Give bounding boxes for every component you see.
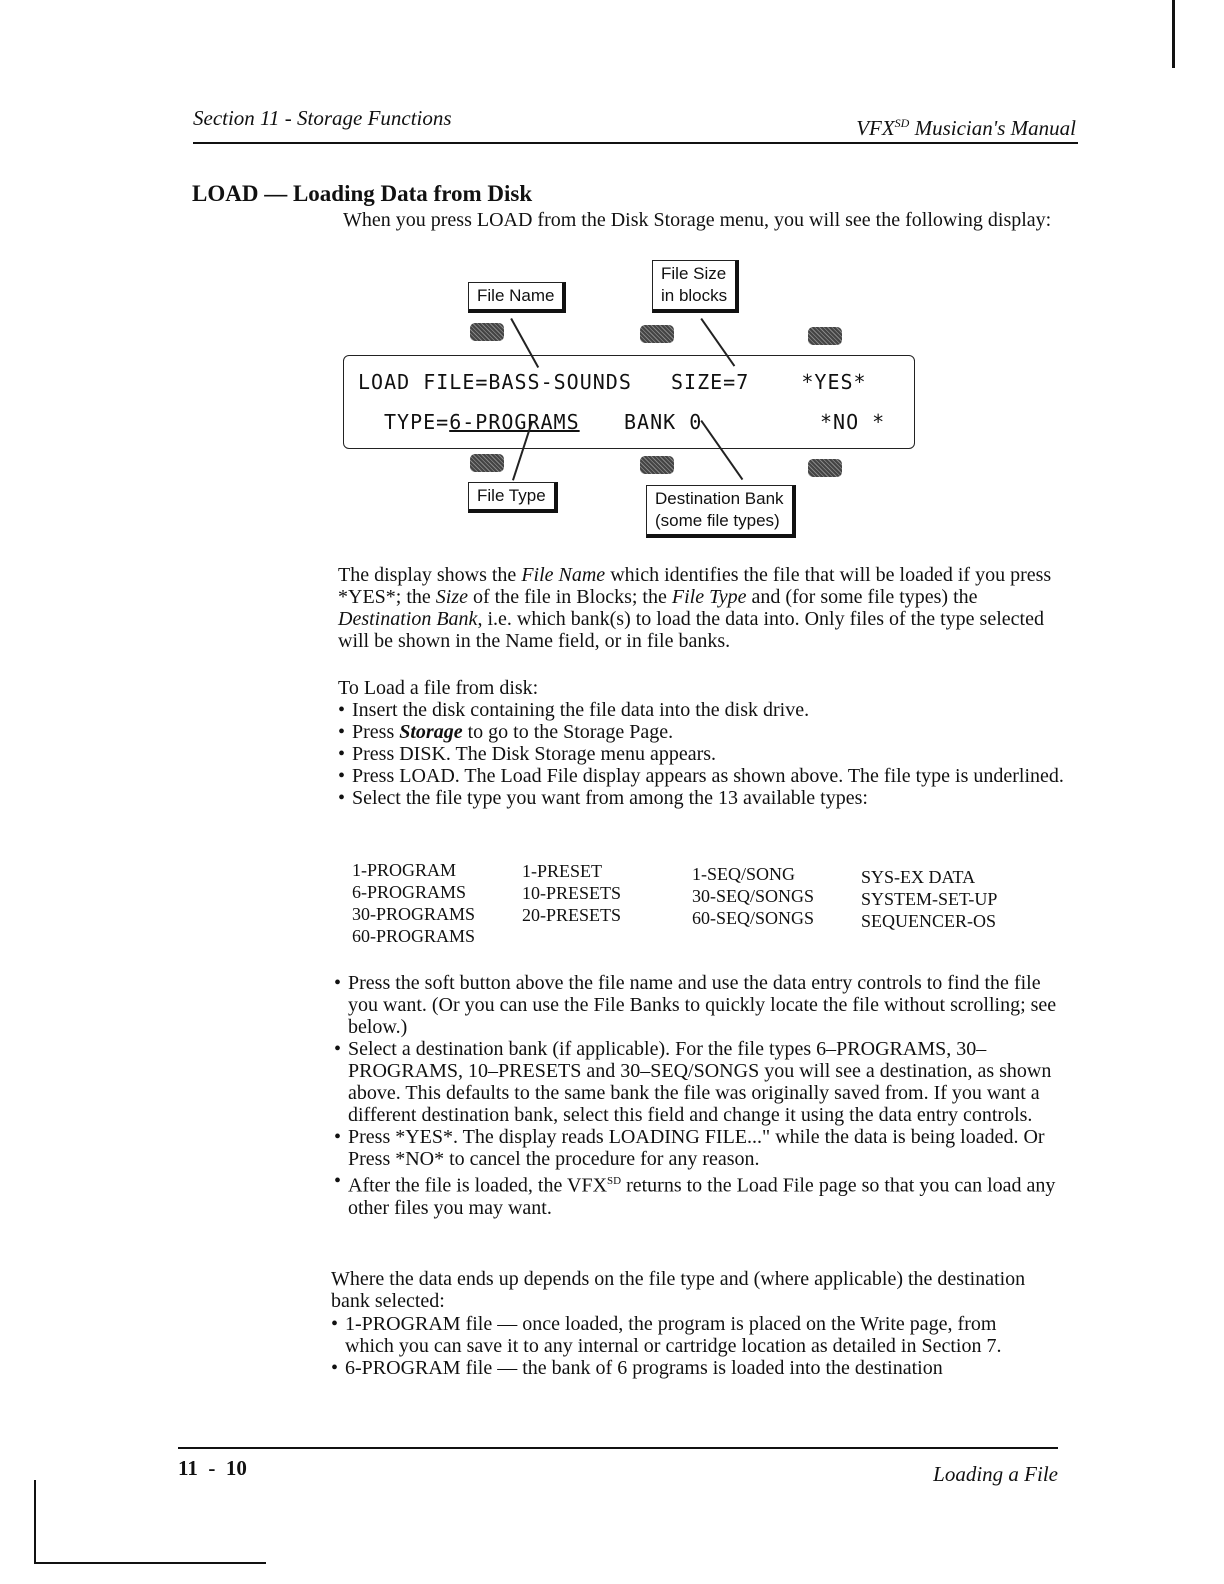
step-after-pre: After the file is loaded, the VFX [348,1174,608,1197]
step-storage-key: Storage [399,721,463,743]
p2-term-destination: Destination Bank [338,608,478,630]
list-item [338,721,1068,743]
list-item [331,1313,1041,1357]
list-item [338,699,1068,721]
header-product-sup: SD [894,116,910,130]
running-header-right [856,116,1076,141]
lcd-bank: BANK 0 [624,410,703,434]
p2-term-size: Size [435,586,468,608]
list-item [334,1038,1064,1126]
step-insert-disk: Insert the disk containing the file data into the disk drive. [352,699,810,721]
running-header-left: Section 11 - Storage Functions [193,106,452,130]
file-type-item: 1-PROGRAM [352,860,457,880]
file-type-item: 20-PRESETS [522,905,622,925]
callout-file-size-line2: in blocks [661,286,728,305]
p2-text-2: which identifies the file that will be loaded if you press *YES*; the [338,564,1052,608]
soft-button-top-right[interactable] [808,327,842,345]
soft-button-bottom-left[interactable] [470,454,504,472]
callout-destination-bank [646,485,796,538]
list-item [338,765,1068,787]
file-types-col-4 [861,866,997,932]
lcd-type-label: TYPE= [384,410,450,434]
callout-file-type [468,482,558,513]
step-find-file: Press the soft button above the file name and use the data entry controls to find the file you want. (Or you can use the File Banks to quickly locate the file without scrolling; see below.) [348,972,1057,1038]
lcd-no: *NO * [820,410,886,434]
file-types-col-2 [522,860,621,926]
list-item [334,972,1064,1038]
steps-section [338,677,1068,809]
steps-list [338,699,1068,809]
callout-file-size [652,260,739,313]
steps-list-3 [331,1313,1041,1379]
scan-edge-left [34,1480,36,1564]
file-type-item: 1-SEQ/SONG [692,864,796,884]
p2-term-file-name: File Name [521,564,606,586]
item-6-program: 6-PROGRAM file — the bank of 6 programs is loaded into the destination [345,1357,943,1379]
list-item [338,787,1068,809]
steps-intro: To Load a file from disk: [338,677,539,699]
header-product: VFX [856,116,895,140]
file-types-col-3 [692,863,814,929]
file-type-item: SYS-EX DATA [861,867,976,887]
list-item [331,1357,1041,1379]
step-select-type: Select the file type you want from among the 13 available types: [352,787,868,809]
file-type-item: 60-SEQ/SONGS [692,908,815,928]
steps-list-2 [334,972,1064,1219]
destination-paragraph: Where the data ends up depends on the file type and (where applicable) the destination bank selected: [331,1268,1026,1312]
list-item [334,1126,1064,1170]
step-after-post: returns to the Load File page so that you can load any other files you may want. [348,1174,1056,1219]
list-item [334,1170,1064,1219]
steps-section-3 [331,1313,1041,1379]
description-paragraph [338,564,1060,652]
file-type-item: 6-PROGRAMS [352,882,467,902]
lcd-line-1: LOAD FILE=BASS-SOUNDS SIZE=7 *YES* [358,370,867,394]
file-type-item: 30-PROGRAMS [352,904,476,924]
soft-button-top-left[interactable] [470,323,504,341]
step-destination: Select a destination bank (if applicable). For the file types 6–PROGRAMS, 30–PROGRAMS, 10–PRESETS and 30–SEQ/SONGS you will see a destination, as shown above. This defaults to the same bank the file was originally saved from. If you want a different destination bank, select this field and change it using the data entry controls. [348,1038,1052,1126]
header-manual: Musician's Manual [909,116,1076,140]
footer-rule [178,1447,1058,1449]
p2-text-1: The display shows the [338,564,522,586]
item-1-program: 1-PROGRAM file — once loaded, the program is placed on the Write page, from which you can save it to any internal or cartridge location as detailed in Section 7. [345,1313,1002,1357]
file-types-col-1 [352,859,475,947]
intro-paragraph: When you press LOAD from the Disk Storage menu, you will see the following display: [343,209,1052,231]
callout-file-name [468,282,566,313]
callout-dest-line2: (some file types) [655,511,780,530]
callout-dest-line1: Destination Bank [655,489,784,508]
page-number: 11 - 10 [178,1456,247,1480]
soft-button-bottom-middle[interactable] [640,456,674,474]
soft-button-bottom-right[interactable] [808,459,842,477]
lcd-line-2 [384,410,580,434]
file-type-item: 30-SEQ/SONGS [692,886,815,906]
step-press-yes: Press *YES*. The display reads LOADING FILE..." while the data is being loaded. Or Press *NO* to cancel the procedure for any reason. [348,1126,1045,1170]
file-type-item: SYSTEM-SET-UP [861,889,998,909]
p2-text-4: and (for some file types) the [746,586,978,608]
step-after-sup: SD [607,1175,622,1187]
lcd-display [343,355,915,449]
file-type-item: 10-PRESETS [522,883,622,903]
file-type-item: 1-PRESET [522,861,603,881]
p2-text-3: of the file in Blocks; the [468,586,672,608]
file-type-item: SEQUENCER-OS [861,911,997,931]
p2-term-file-type: File Type [671,586,747,608]
step-press-disk: Press DISK. The Disk Storage menu appears. [352,743,717,765]
callout-file-name-text: File Name [477,286,555,305]
section-title: LOAD — Loading Data from Disk [192,181,533,206]
file-type-item: 60-PROGRAMS [352,926,476,946]
scan-edge-mark [1172,0,1175,68]
soft-button-top-middle[interactable] [640,325,674,343]
footer-section-title: Loading a File [933,1462,1058,1486]
steps-section-2 [334,972,1064,1219]
list-item [338,743,1068,765]
p2-text-5: , i.e. which bank(s) to load the data into. Only files of the type selected will be shown in the Name field, or in file banks. [338,608,1044,652]
lcd-type-value: 6-PROGRAMS [449,410,580,434]
scan-edge-bottom [34,1562,266,1564]
callout-file-type-text: File Type [477,486,546,505]
callout-file-size-line1: File Size [661,264,727,283]
step-press-load: Press LOAD. The Load File display appears as shown above. The file type is underlined. [352,765,1064,787]
step-storage-pre: Press [352,721,400,743]
step-storage-post: to go to the Storage Page. [462,721,674,743]
header-rule [193,142,1078,144]
